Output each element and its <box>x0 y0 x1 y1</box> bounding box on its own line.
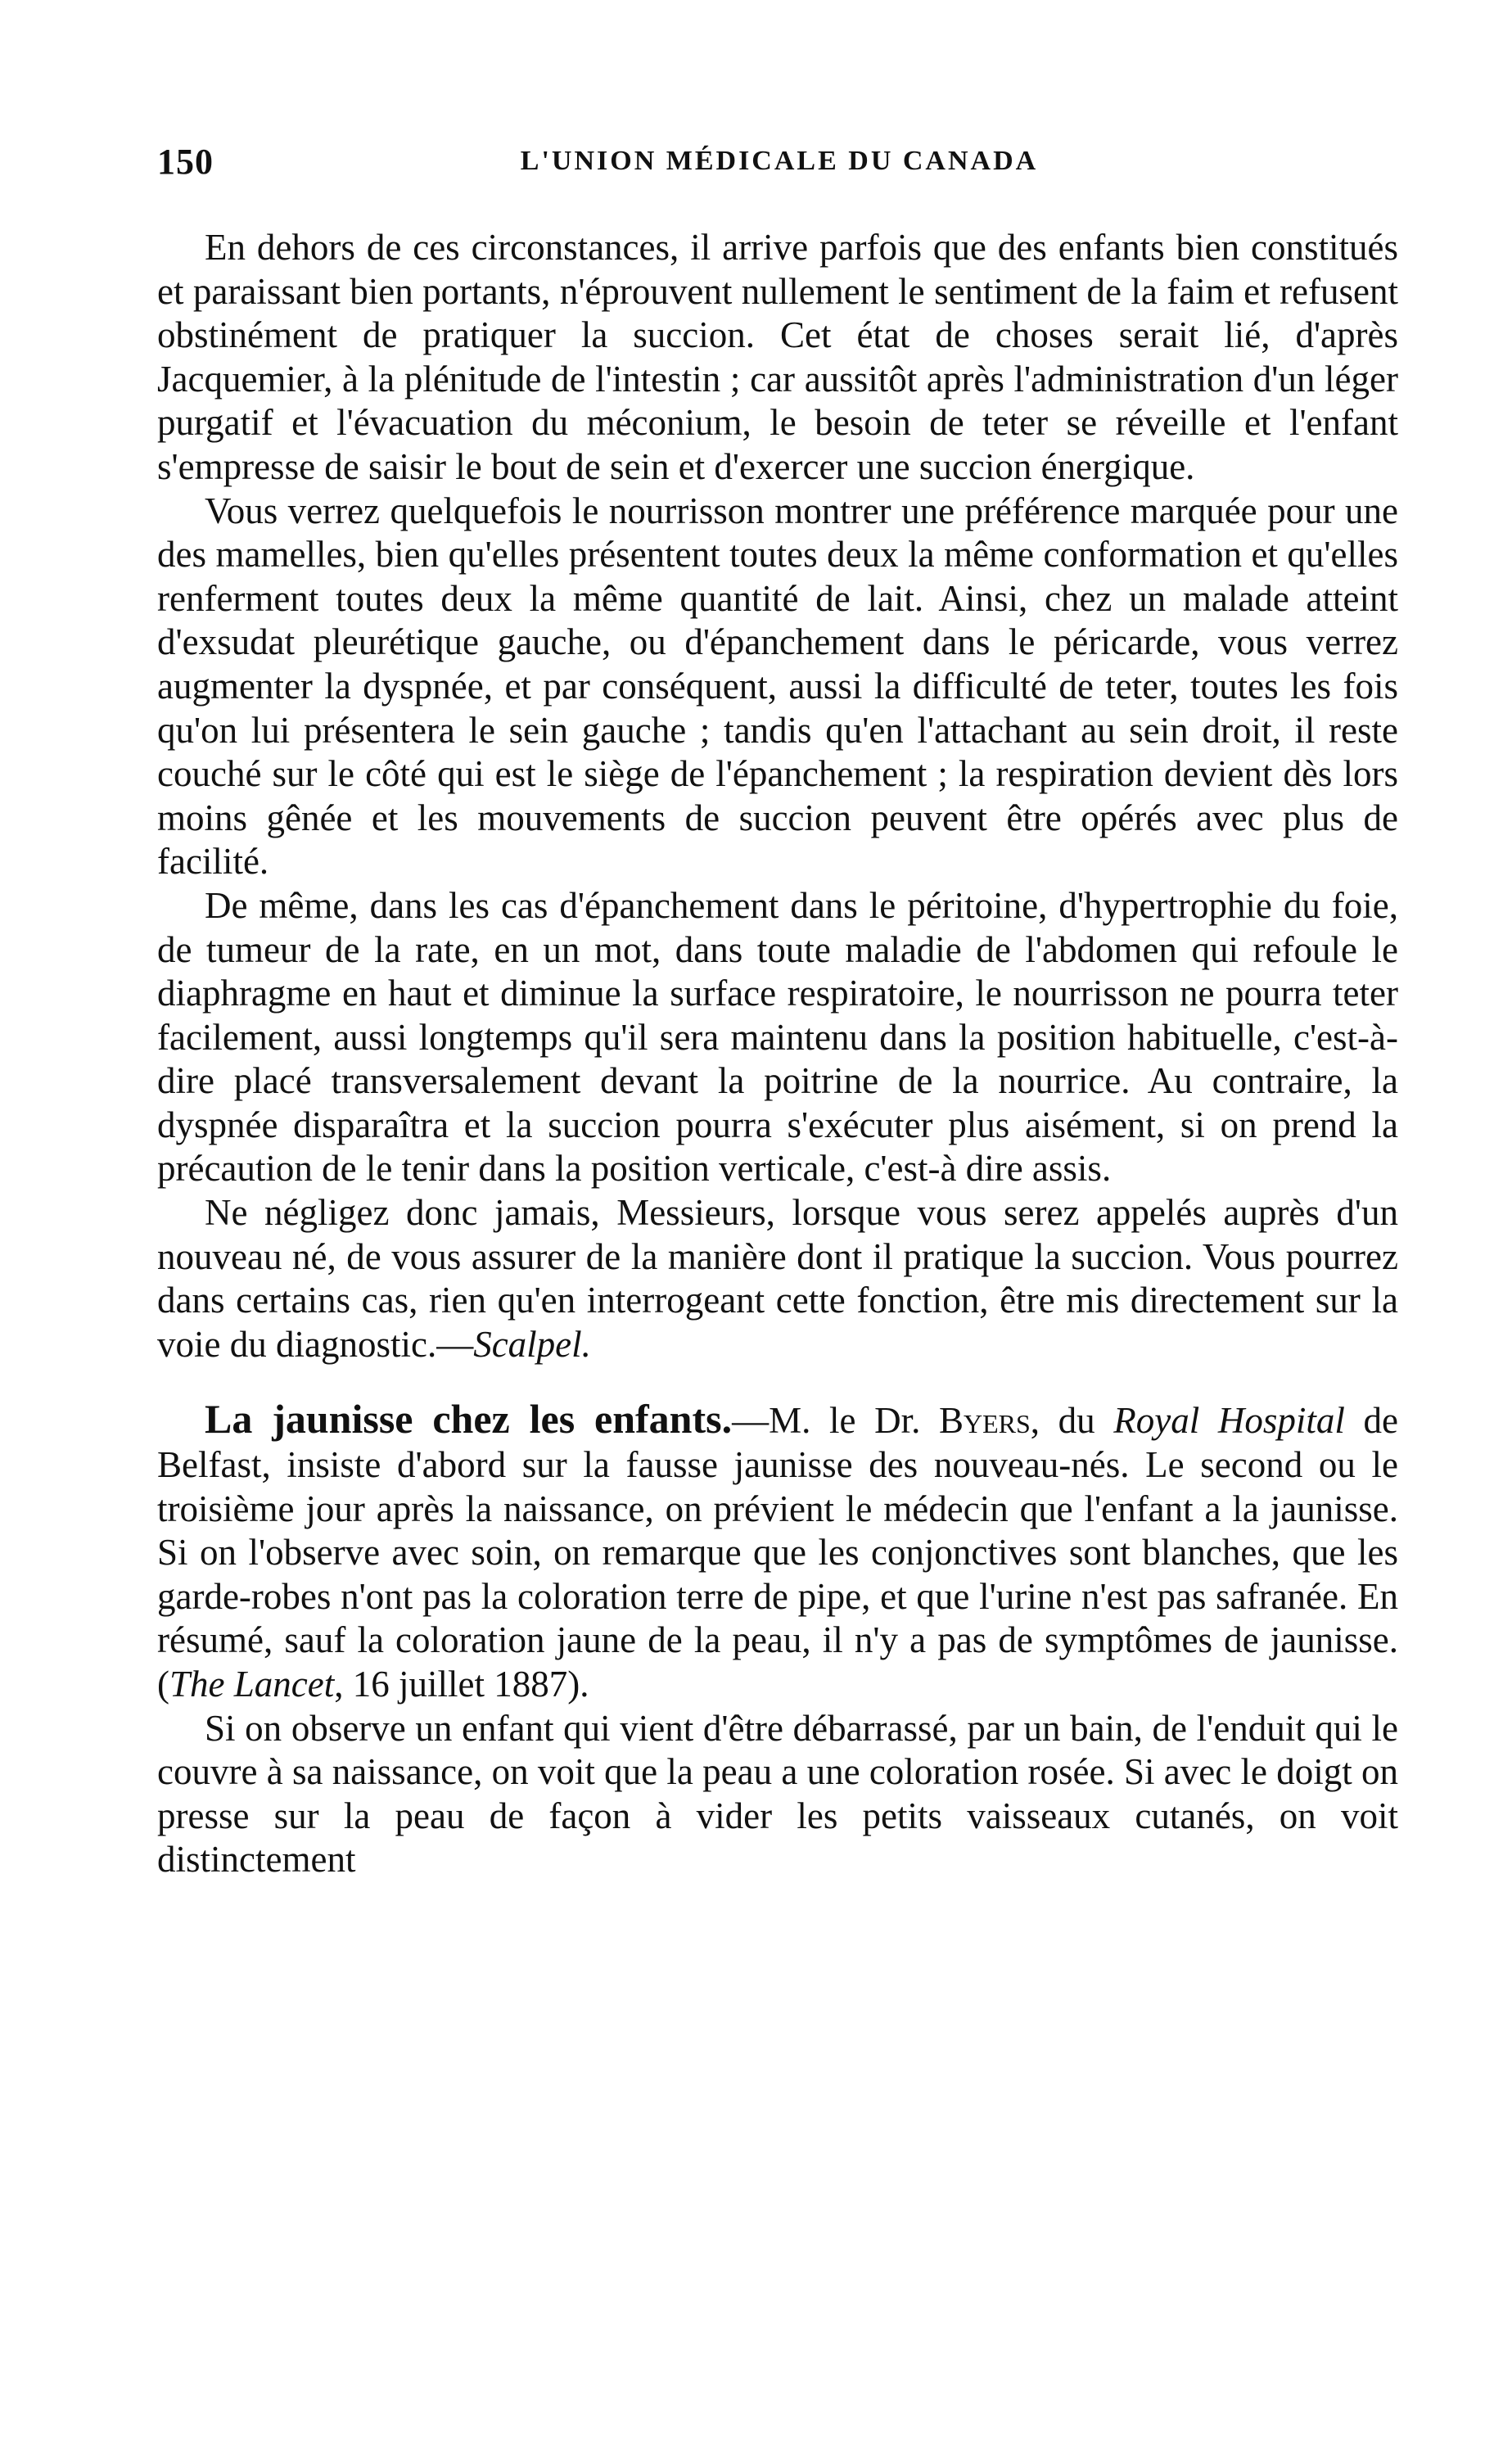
author-name: Byers <box>938 1400 1031 1442</box>
source-scalpel: Scalpel. <box>473 1323 591 1365</box>
body-text <box>157 226 1398 1882</box>
journal-title: L'UNION MÉDICALE DU CANADA <box>520 146 1039 176</box>
hospital-name: Royal Hospital <box>1113 1400 1345 1442</box>
paragraph-breast-preference: Vous verrez quelquefois le nourrisson montrer une préférence marquée pour une des mamelles, bien qu'elles présentent toutes deux la même conformation et qu'elles renferment toutes deux la même quantité de lait. Ainsi, chez un malade atteint d'exsudat pleurétique gauche, ou d'épanchement dans le péricarde, vous verrez augmenter la dyspnée, et par conséquent, aussi la difficulté de teter, toutes les fois qu'on lui présentera le sein gauche ; tandis qu'en l'attachant au sein droit, il reste couché sur le côté qui est le siège de l'épanchement ; la respiration devient dès lors moins gênée et les mouvements de succion peuvent être opérés avec plus de facilité. <box>157 490 1398 883</box>
title-dash: —M. le Dr. <box>732 1400 939 1442</box>
jaundice-text: de Belfast, insiste d'abord sur la fausse jaunisse des nouveau-nés. Le second ou le troisième jour après la naissance, on prévient le médecin que l'enfant a la jaunisse. Si on l'observe avec soin, on remarque que les conjonctives sont blanches, que les garde-robes n'ont pas la coloration terre de pipe, et que l'urine n'est pas safranée. En résumé, sauf la coloration jaune de la peau, il n'y a pas de symptômes de jaunisse. ( <box>157 1400 1398 1705</box>
after-author: , du <box>1030 1400 1114 1442</box>
article-title: La jaunisse chez les enfants. <box>205 1396 733 1443</box>
citation-date: , 16 juillet 1887). <box>334 1664 589 1705</box>
conclusion-text: Ne négligez donc jamais, Messieurs, lorsque vous serez appelés auprès d'un nouveau né, de vous assurer de la manière dont il pratique la succion. Vous pourrez dans certains cas, rien qu'en interrogeant cette fonction, être mis directement sur la voie du diagnostic.— <box>157 1192 1398 1365</box>
running-head <box>157 141 1401 190</box>
paragraph-jaundice-intro <box>157 1398 1398 1706</box>
paragraph-circumstances: En dehors de ces circonstances, il arrive parfois que des enfants bien constitués et paraissant bien portants, n'éprouvent nullement le sentiment de la faim et refusent obstinément de pratiquer la succion. Cet état de choses serait lié, d'après Jacquemier, à la plénitude de l'intestin ; car aussitôt après l'administration d'un léger purgatif et l'évacuation du méconium, le besoin de teter se réveille et l'enfant s'empresse de saisir le bout de sein et d'exercer une succion énergique. <box>157 227 1398 487</box>
paragraph-peritoneum: De même, dans les cas d'épanchement dans le péritoine, d'hypertrophie du foie, de tumeur de la rate, en un mot, dans toute maladie de l'abdomen qui refoule le diaphragme en haut et diminue la surface respiratoire, le nourrisson ne pourra teter facilement, aussi longtemps qu'il sera maintenu dans la position habituelle, c'est-à-dire placé transversalement devant la poitrine de la nourrice. Au contraire, la dyspnée disparaîtra et la succion pourra s'exécuter plus aisément, si on prend la précaution de le tenir dans la position verticale, c'est-à dire assis. <box>157 884 1398 1190</box>
page-number: 150 <box>157 142 214 182</box>
article-separator <box>157 1366 1398 1398</box>
paragraph-bath-observation: Si on observe un enfant qui vient d'être débarrassé, par un bain, de l'enduit qui le couvre à sa naissance, on voit que la peau a une coloration rosée. Si avec le doigt on presse sur la peau de façon à vider les petits vaisseaux cutanés, on voit distinctement <box>157 1707 1398 1881</box>
citation-journal: The Lancet <box>169 1664 335 1705</box>
paragraph-conclusion <box>157 1191 1398 1366</box>
